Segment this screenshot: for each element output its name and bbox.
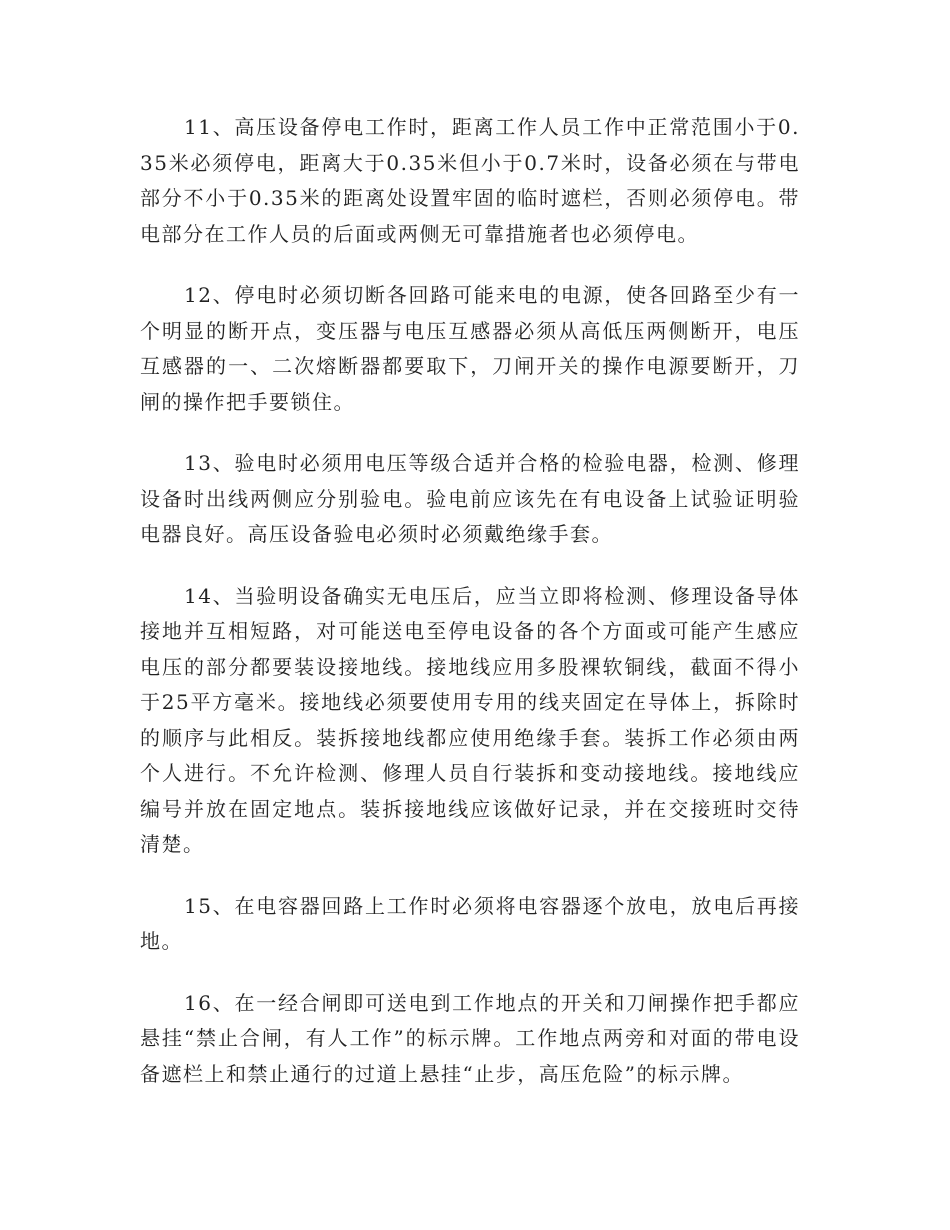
paragraph-rule-12: 12、停电时必须切断各回路可能来电的电源，使各回路至少有一个明显的断开点，变压器与电压互感器必须从高低压两侧断开，电压互感器的一、二次熔断器都要取下，刀闸开关的操作电源要断开，刀闸的操作把手要锁住。 <box>140 283 800 414</box>
paragraph-rule-14: 14、当验明设备确实无电压后，应当立即将检测、修理设备导体接地并互相短路，对可能送电至停电设备的各个方面或可能产生感应电压的部分都要装设接地线。接地线应用多股裸软铜线，截面不得小于25平方毫米。接地线必须要使用专用的线夹固定在导体上，拆除时的顺序与此相反。装拆接地线都应使用绝缘手套。装拆工作必须由两个人进行。不允许检测、修理人员自行装拆和变动接地线。接地线应编号并放在固定地点。装拆接地线应该做好记录，并在交接班时交待清楚。 <box>140 583 800 856</box>
paragraph-rule-11: 11、高压设备停电工作时，距离工作人员工作中正常范围小于0.35米必须停电，距离大于0.35米但小于0.7米时，设备必须在与带电部分不小于0.35米的距离处设置牢固的临时遮栏，否则必须停电。带电部分在工作人员的后面或两侧无可靠措施者也必须停电。 <box>140 115 800 246</box>
paragraph-rule-16: 16、在一经合闸即可送电到工作地点的开关和刀闸操作把手都应悬挂“禁止合闸，有人工作”的标示牌。工作地点两旁和对面的带电设备遮栏上和禁止通行的过道上悬挂“止步，高压危险”的标示牌。 <box>140 990 800 1086</box>
paragraph-rule-15: 15、在电容器回路上工作时必须将电容器逐个放电，放电后再接地。 <box>140 893 800 953</box>
paragraph-rule-13: 13、验电时必须用电压等级合适并合格的检验电器，检测、修理设备时出线两侧应分别验电。验电前应该先在有电设备上试验证明验电器良好。高压设备验电必须时必须戴绝缘手套。 <box>140 451 800 546</box>
document-body <box>140 110 800 1118</box>
